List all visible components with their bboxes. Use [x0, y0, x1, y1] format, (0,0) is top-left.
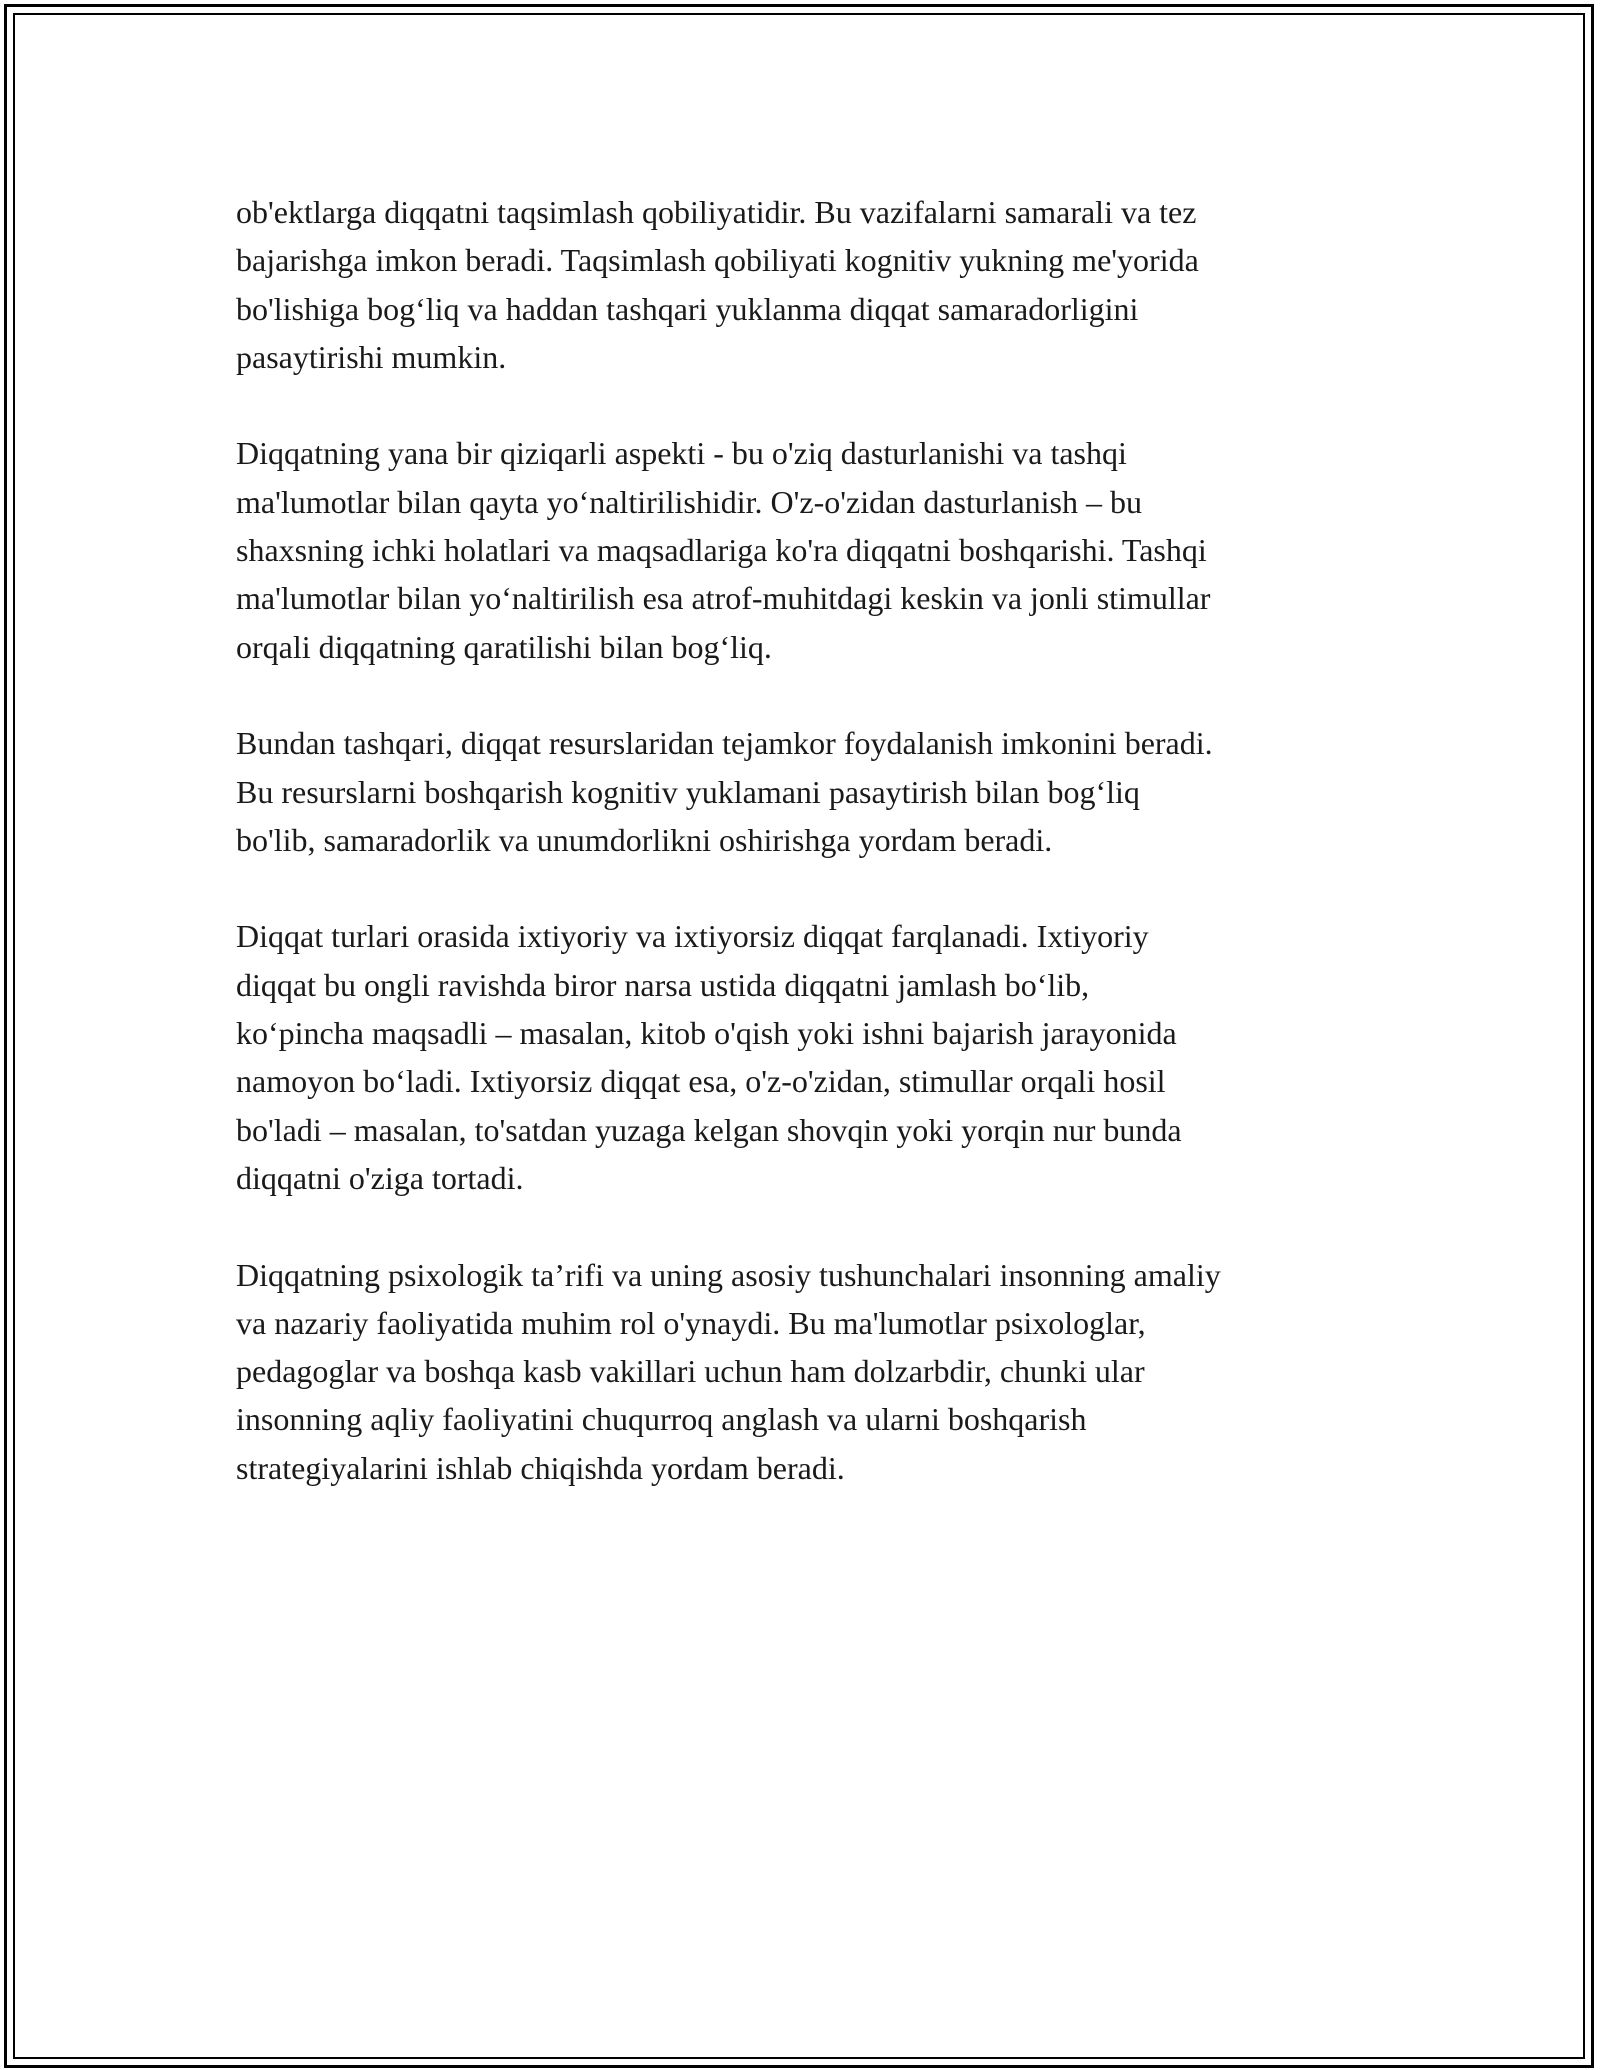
- text-line: orqali diqqatning qaratilishi bilan bog‘liq.: [236, 628, 772, 665]
- text-line: diqqatni o'ziga tortadi.: [236, 1159, 524, 1196]
- text-line: ma'lumotlar bilan yo‘naltirilish esa atrof-muhitdagi keskin va jonli stimullar: [236, 580, 1211, 617]
- text-line: strategiyalarini ishlab chiqishda yordam beradi.: [236, 1449, 845, 1486]
- text-line: Bu resurslarni boshqarish kognitiv yuklamani pasaytirish bilan bog‘liq: [236, 773, 1140, 810]
- text-line: bo'lib, samaradorlik va unumdorlikni oshirishga yordam beradi.: [236, 821, 1053, 858]
- document-body: [236, 188, 1376, 1540]
- text-line: Bundan tashqari, diqqat resurslaridan tejamkor foydalanish imkonini beradi.: [236, 725, 1213, 762]
- paragraph-1: [236, 188, 1376, 381]
- text-line: shaxsning ichki holatlari va maqsadlariga ko'ra diqqatni boshqarishi. Tashqi: [236, 532, 1207, 569]
- text-line: va nazariy faoliyatida muhim rol o'ynaydi. Bu ma'lumotlar psixologlar,: [236, 1304, 1146, 1341]
- paragraph-3: [236, 719, 1376, 864]
- paragraph-5: [236, 1251, 1376, 1492]
- text-line: Diqqatning psixologik ta’rifi va uning asosiy tushunchalari insonning amaliy: [236, 1256, 1221, 1293]
- text-line: pedagoglar va boshqa kasb vakillari uchun ham dolzarbdir, chunki ular: [236, 1353, 1145, 1390]
- text-line: bo'ladi – masalan, to'satdan yuzaga kelgan shovqin yoki yorqin nur bunda: [236, 1111, 1182, 1148]
- text-line: Diqqat turlari orasida ixtiyoriy va ixtiyorsiz diqqat farqlanadi. Ixtiyoriy: [236, 918, 1149, 955]
- text-line: ma'lumotlar bilan qayta yo‘naltirilishidir. O'z-o'zidan dasturlanish – bu: [236, 483, 1142, 520]
- paragraph-2: [236, 429, 1376, 670]
- text-line: insonning aqliy faoliyatini chuqurroq anglash va ularni boshqarish: [236, 1401, 1087, 1438]
- text-line: ko‘pincha maqsadli – masalan, kitob o'qish yoki ishni bajarish jarayonida: [236, 1015, 1177, 1052]
- text-line: pasaytirishi mumkin.: [236, 338, 507, 375]
- text-line: namoyon bo‘ladi. Ixtiyorsiz diqqat esa, o'z-o'zidan, stimullar orqali hosil: [236, 1063, 1166, 1100]
- text-line: Diqqatning yana bir qiziqarli aspekti - bu o'ziq dasturlanishi va tashqi: [236, 435, 1127, 472]
- text-line: diqqat bu ongli ravishda biror narsa ustida diqqatni jamlash bo‘lib,: [236, 966, 1090, 1003]
- text-line: bo'lishiga bog‘liq va haddan tashqari yuklanma diqqat samaradorligini: [236, 290, 1139, 327]
- text-line: bajarishga imkon beradi. Taqsimlash qobiliyati kognitiv yukning me'yorida: [236, 242, 1199, 279]
- paragraph-4: [236, 912, 1376, 1202]
- text-line: ob'ektlarga diqqatni taqsimlash qobiliyatidir. Bu vazifalarni samarali va tez: [236, 194, 1197, 230]
